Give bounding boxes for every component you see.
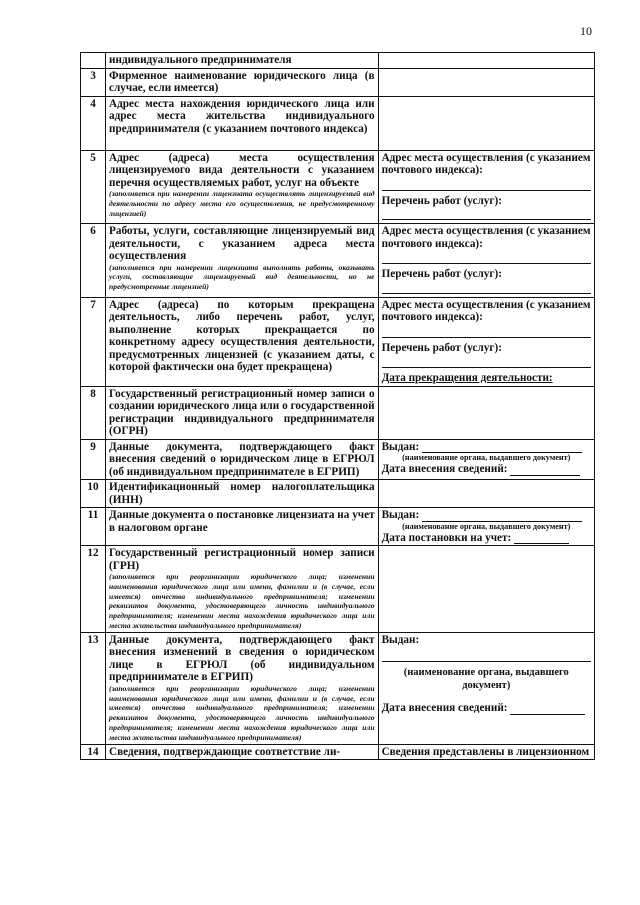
row-number: 9 — [81, 439, 106, 480]
table-row — [81, 68, 595, 96]
table-row — [81, 632, 595, 744]
address-label: Адрес места осуществления (с указанием почтового индекса): — [381, 151, 591, 176]
row-description: индивидуального предпринимателя — [106, 53, 379, 69]
table-row — [81, 508, 595, 546]
row-description: Работы, услуги, составляющие лицензируемый вид деятельности, с указанием адреса места осуществления — [109, 225, 375, 262]
row-number: 10 — [81, 480, 106, 508]
row-value[interactable] — [378, 68, 594, 96]
issuer-hint: (наименование органа, выдавшего документ) — [402, 521, 571, 531]
address-label: Адрес места осуществления (с указанием почтового индекса): — [381, 225, 591, 250]
row-note: (заполняется при реорганизации юридического лица; изменении наименования юридического лица или имени, фамилии и (в случае, если имеется) отчества индивидуального предпринимателя; изменении реквизитов документа, удостоверяющего личность индивидуального предпринимателя; изменении места нахождения юридического лица или места жительства индивидуального предпринимателя) — [109, 683, 375, 742]
row-description: Адрес места нахождения юридического лица или адрес места жительства индивидуального предпринимателя (с указанием почтового индекса) — [106, 96, 379, 150]
address-line[interactable] — [382, 326, 591, 338]
row-number — [81, 53, 106, 69]
row-description: Данные документа, подтверждающего факт внесения изменений в сведения о юридическом лице в ЕГРЮЛ (об индивидуальном предпринимателе в ЕГРИП) — [109, 633, 375, 684]
works-label: Перечень работ (услуг): — [381, 268, 502, 280]
row-value[interactable] — [378, 150, 594, 224]
entry-date-label: Дата внесения сведений: — [381, 463, 508, 475]
row-description: Фирменное наименование юридического лица (в случае, если имеется) — [106, 68, 379, 96]
row-number: 3 — [81, 68, 106, 96]
issuer-hint: (наименование органа, выдавшего документ) — [402, 453, 571, 462]
row-description: Адрес (адреса) места осуществления лицензируемого вида деятельности с указанием перечня осуществляемых работ, услуг на объекте — [109, 151, 375, 189]
row-value[interactable] — [378, 386, 594, 439]
row-number: 13 — [81, 632, 106, 744]
works-line[interactable] — [382, 207, 591, 220]
issued-by-label: Выдан: — [381, 633, 420, 646]
table-row — [81, 386, 595, 439]
row-number: 6 — [81, 224, 106, 298]
entry-date-line[interactable] — [510, 465, 580, 476]
table-row — [81, 224, 595, 298]
row-number: 12 — [81, 546, 106, 633]
row-value[interactable] — [378, 480, 594, 508]
page-number: 10 — [580, 24, 592, 38]
row-note: (заполняется при реорганизации юридического лица; изменении наименования юридического лица или имени, фамилии и (в случае, если имеется) отчества индивидуального предпринимателя; изменении реквизитов документа, удостоверяющего личность индивидуального предпринимателя; изменении места нахождения юридического лица или места жительства индивидуального предпринимателя) — [109, 572, 375, 630]
issued-by-line[interactable] — [382, 650, 591, 662]
registration-date-label: Дата постановки на учет: — [381, 531, 512, 544]
entry-date-line[interactable] — [510, 704, 585, 715]
address-line[interactable] — [382, 179, 591, 191]
issued-by-line[interactable] — [422, 442, 582, 453]
entry-date-label: Дата внесения сведений: — [381, 702, 508, 715]
row-number: 8 — [81, 386, 106, 439]
registration-date-line[interactable] — [514, 533, 569, 544]
table-row — [81, 480, 595, 508]
row-description: Данные документа, подтверждающего факт внесения сведений о юридическом лице в ЕГРЮЛ (об индивидуальном предпринимателе в ЕГРИП) — [106, 439, 379, 480]
row-description: Сведения, подтверждающие соответствие ли- — [106, 744, 379, 760]
table-row — [81, 150, 595, 224]
table-row — [81, 546, 595, 633]
works-line[interactable] — [382, 356, 591, 368]
address-label: Адрес места осуществления (с указанием почтового индекса): — [381, 298, 591, 323]
issued-by-line[interactable] — [422, 511, 582, 522]
row-value[interactable] — [378, 53, 594, 69]
row-description: Данные документа о постановке лицензиата на учет в налоговом органе — [106, 508, 379, 546]
row-value[interactable] — [378, 508, 594, 546]
table-row — [81, 297, 595, 386]
row-value[interactable] — [378, 546, 594, 633]
row-note: (заполняется при намерении лицензиата осуществлять лицензируемый вид деятельности по адресу места его осуществления, не предусмотренному лицензией) — [109, 189, 375, 218]
row-description: Государственный регистрационный номер записи о создании юридического лица или о государственной регистрации индивидуального предпринимателя (ОГРН) — [106, 386, 379, 439]
row-number: 14 — [81, 744, 106, 760]
works-label: Перечень работ (услуг): — [381, 194, 502, 207]
row-value[interactable] — [378, 632, 594, 744]
issuer-hint: (наименование органа, выдавшего документ) — [403, 667, 569, 692]
table-row — [81, 53, 595, 69]
row-description: Государственный регистрационный номер записи (ГРН) — [109, 547, 375, 572]
row-value[interactable] — [378, 96, 594, 150]
row-number: 5 — [81, 150, 106, 224]
row-note: (заполняется при намерении лицензиата выполнять работы, оказывать услуги, составляющие лицензируемый вид деятельности, но не предусмотренные лицензией) — [109, 262, 375, 292]
row-number: 11 — [81, 508, 106, 546]
row-value[interactable] — [378, 224, 594, 298]
address-line[interactable] — [382, 252, 591, 264]
works-label: Перечень работ (услуг): — [381, 341, 502, 354]
row-number: 7 — [81, 297, 106, 386]
issued-by-label: Выдан: — [381, 509, 420, 521]
termination-date-label: Дата прекращения деятельности: — [381, 372, 553, 384]
row-description: Адрес (адреса) по которым прекращена деятельность, либо перечень работ, услуг, выполнение которых прекращается по конкретному адресу осуществления деятельности, предусмотренных лицензией (с указанием даты, с которой фактически она будет прекращена) — [106, 297, 379, 386]
row-value[interactable]: Сведения представлены в лицензионном — [378, 744, 594, 760]
license-form-table — [80, 52, 595, 760]
row-value[interactable] — [378, 439, 594, 480]
issued-by-label: Выдан: — [381, 440, 420, 453]
row-value[interactable] — [378, 297, 594, 386]
table-row — [81, 744, 595, 760]
row-number: 4 — [81, 96, 106, 150]
table-row — [81, 439, 595, 480]
works-line[interactable] — [382, 281, 591, 294]
table-row — [81, 96, 595, 150]
row-description: Идентификационный номер налогоплательщика (ИНН) — [106, 480, 379, 508]
